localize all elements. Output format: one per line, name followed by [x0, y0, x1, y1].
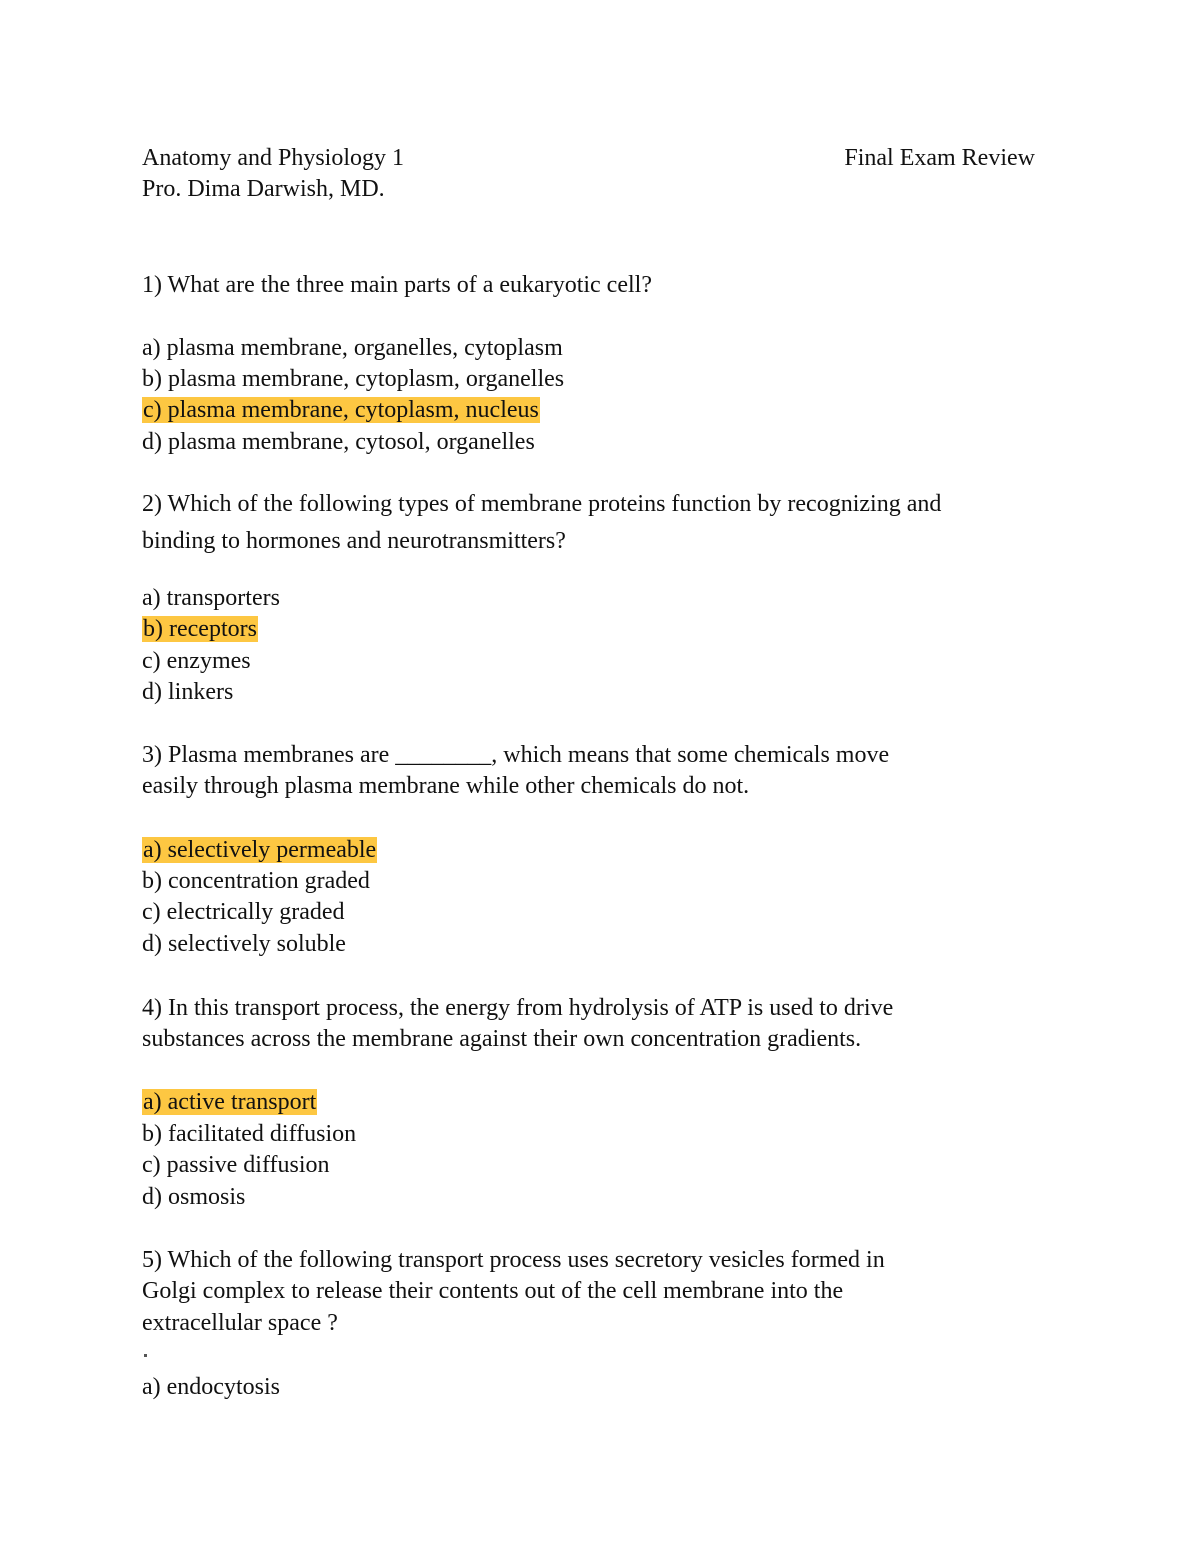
- question-4-option-a: [142, 1087, 317, 1117]
- highlighted-answer: c) plasma membrane, cytoplasm, nucleus: [143, 397, 539, 423]
- question-1-option-c: [142, 395, 540, 425]
- question-4-stem-line-1: 4) In this transport process, the energy from hydrolysis of ATP is used to drive: [142, 995, 894, 1021]
- question-1-stem: 1) What are the three main parts of a eukaryotic cell?: [142, 272, 652, 298]
- question-4-option-b: b) facilitated diffusion: [142, 1121, 357, 1147]
- question-4-option-d: d) osmosis: [142, 1184, 246, 1210]
- question-1-option-a: a) plasma membrane, organelles, cytoplasm: [142, 335, 563, 361]
- question-1-option-b: b) plasma membrane, cytoplasm, organelles: [142, 366, 565, 392]
- instructor-name: Pro. Dima Darwish, MD.: [142, 176, 385, 202]
- course-title: Anatomy and Physiology 1: [142, 145, 404, 171]
- highlighted-answer: a) selectively permeable: [143, 837, 377, 863]
- question-4-option-c: c) passive diffusion: [142, 1152, 330, 1178]
- question-3-stem-line-1: 3) Plasma membranes are ________, which means that some chemicals move: [142, 742, 890, 768]
- question-5-option-a: a) endocytosis: [142, 1374, 280, 1400]
- question-3-option-a: [142, 835, 377, 865]
- question-3-option-d: d) selectively soluble: [142, 931, 346, 957]
- question-3-stem-line-2: easily through plasma membrane while other chemicals do not.: [142, 773, 750, 799]
- question-2-stem-line-1: 2) Which of the following types of membrane proteins function by recognizing and: [142, 491, 942, 517]
- question-2-option-c: c) enzymes: [142, 648, 251, 674]
- question-2-stem-line-2: binding to hormones and neurotransmitters?: [142, 528, 566, 554]
- highlighted-answer: a) active transport: [143, 1089, 317, 1115]
- question-4-stem-line-2: substances across the membrane against their own concentration gradients.: [142, 1026, 862, 1052]
- question-3-option-c: c) electrically graded: [142, 899, 345, 925]
- document-title: Final Exam Review: [844, 145, 1035, 171]
- question-2-option-d: d) linkers: [142, 679, 234, 705]
- stray-mark: [144, 1354, 147, 1357]
- highlighted-answer: b) receptors: [143, 616, 257, 642]
- question-2-option-a: a) transporters: [142, 585, 280, 611]
- question-3-option-b: b) concentration graded: [142, 868, 370, 894]
- question-5-stem-line-1: 5) Which of the following transport process uses secretory vesicles formed in: [142, 1247, 885, 1273]
- question-5-stem-line-3: extracellular space ?: [142, 1310, 338, 1336]
- question-1-option-d: d) plasma membrane, cytosol, organelles: [142, 429, 535, 455]
- question-2-option-b: [142, 614, 258, 644]
- question-5-stem-line-2: Golgi complex to release their contents out of the cell membrane into the: [142, 1278, 844, 1304]
